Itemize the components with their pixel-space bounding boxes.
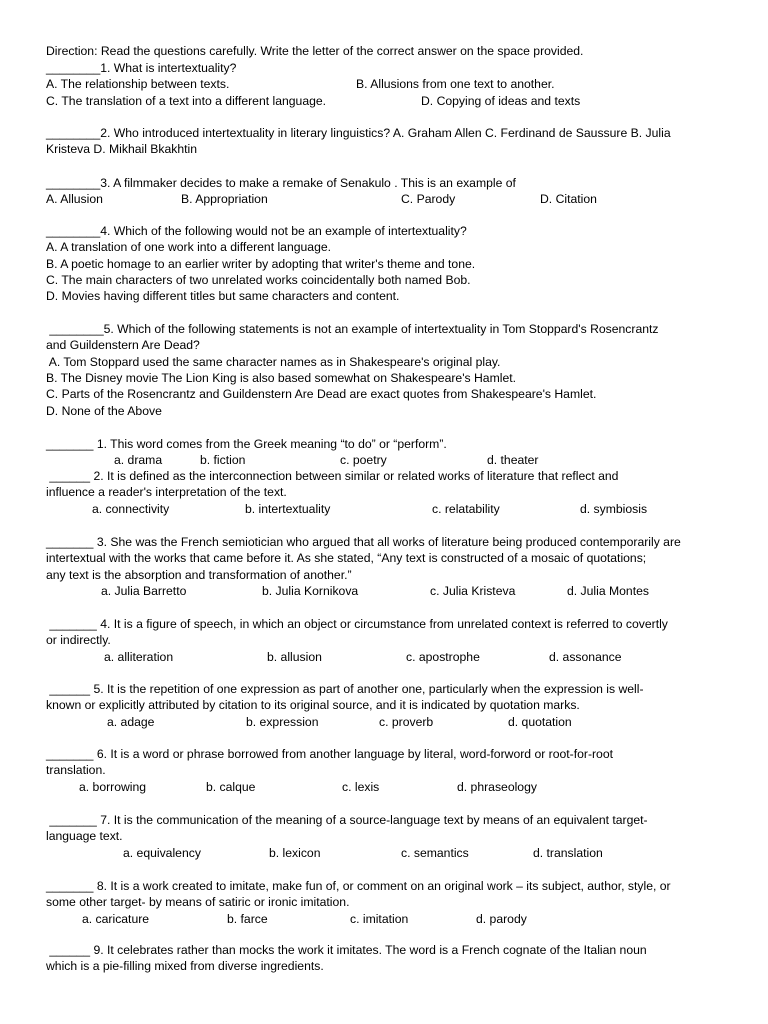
- answer-choice: d. theater: [487, 453, 539, 468]
- answer-choice: a. caricature: [82, 911, 150, 926]
- answer-choice: d. Julia Montes: [567, 583, 649, 598]
- answer-choice: c. poetry: [340, 453, 387, 468]
- answer-choice: b. intertextuality: [245, 501, 331, 516]
- question-line: B. A poetic homage to an earlier writer by adopting that writer's theme and tone.: [46, 256, 476, 271]
- answer-choice: b. Julia Kornikova: [262, 583, 359, 598]
- question-line: D. Movies having different titles but same characters and content.: [46, 289, 400, 304]
- question-line: and Guildenstern Are Dead?: [46, 338, 200, 353]
- answer-choice: c. Julia Kristeva: [430, 583, 516, 598]
- answer-choice: D. Copying of ideas and texts: [421, 93, 581, 108]
- answer-choice: c. lexis: [342, 779, 380, 794]
- question-line: ________4. Which of the following would not be an example of intertextuality?: [46, 224, 467, 238]
- answer-choice: a. adage: [107, 714, 155, 729]
- answer-choice: d. assonance: [549, 649, 622, 664]
- question-line: A. Tom Stoppard used the same character names as in Shakespeare's original play.: [46, 354, 501, 369]
- answer-choice: a. Julia Barretto: [101, 583, 187, 598]
- question-line: D. None of the Above: [46, 403, 162, 418]
- question-line: known or explicitly attributed by citation to its original source, and it is indicated by quotation marks.: [46, 698, 580, 713]
- question-line: B. The Disney movie The Lion King is also based somewhat on Shakespeare's Hamlet.: [46, 370, 516, 385]
- question-line: Kristeva D. Mikhail Bkakhtin: [46, 142, 198, 157]
- answer-choice: D. Citation: [540, 192, 597, 207]
- answer-choice: C. Parody: [401, 192, 456, 207]
- question-line: influence a reader's interpretation of the text.: [46, 485, 287, 500]
- question-line: _______ 3. She was the French semiotician who argued that all works of literature being produced contemporarily are: [46, 535, 681, 549]
- answer-choice: d. phraseology: [457, 779, 537, 794]
- answer-choice: c. apostrophe: [406, 649, 480, 664]
- answer-choice: a. connectivity: [92, 501, 170, 516]
- question-line: some other target- by means of satiric or ironic imitation.: [46, 895, 350, 910]
- question-line: _______ 4. It is a figure of speech, in which an object or circumstance from unrelated context is referred to covertly: [46, 617, 668, 631]
- question-line: ________2. Who introduced intertextuality in literary linguistics? A. Graham Allen C. Ferdinand de Saussure B. Julia: [46, 126, 671, 140]
- answer-choice: b. farce: [227, 911, 268, 926]
- answer-choice: c. relatability: [432, 501, 500, 516]
- question-line: _______ 1. This word comes from the Greek meaning “to do” or “perform”.: [46, 437, 447, 451]
- answer-choice: d. parody: [476, 911, 527, 926]
- question-line: translation.: [46, 763, 106, 778]
- answer-choice: A. Allusion: [46, 192, 103, 207]
- question-line: ______ 9. It celebrates rather than mocks the work it imitates. The word is a French cognate of the Italian noun: [46, 943, 647, 957]
- question-line: or indirectly.: [46, 633, 111, 648]
- question-line: _______ 7. It is the communication of the meaning of a source-language text by means of an equivalent target-: [46, 813, 648, 827]
- answer-choice: d. quotation: [508, 714, 572, 729]
- question-line: A. A translation of one work into a different language.: [46, 240, 332, 255]
- answer-choice: B. Allusions from one text to another.: [356, 77, 555, 92]
- question-line: _______ 6. It is a word or phrase borrowed from another language by literal, word-forword or root-for-root: [46, 747, 614, 761]
- answer-choice: a. drama: [114, 453, 163, 468]
- direction-text: Direction: Read the questions carefully. Write the letter of the correct answer on the space provided.: [46, 44, 584, 58]
- question-line: ______ 2. It is defined as the interconnection between similar or related works of literature that reflect and: [46, 469, 619, 483]
- question-line: language text.: [46, 829, 123, 844]
- answer-choice: b. expression: [246, 714, 319, 729]
- answer-choice: a. alliteration: [104, 649, 174, 664]
- answer-choice: C. The translation of a text into a different language.: [46, 93, 327, 108]
- answer-choice: b. lexicon: [269, 845, 321, 860]
- question-line: ________1. What is intertextuality?: [46, 61, 237, 75]
- answer-choice: d. symbiosis: [580, 501, 648, 516]
- answer-choice: b. fiction: [200, 453, 246, 468]
- answer-choice: B. Appropriation: [181, 192, 268, 207]
- question-line: _______ 8. It is a work created to imitate, make fun of, or comment on an original work – its subject, author, style, or: [46, 879, 671, 893]
- answer-choice: a. equivalency: [123, 845, 201, 860]
- question-line: C. The main characters of two unrelated works coincidentally both named Bob.: [46, 272, 471, 287]
- answer-choice: d. translation: [533, 845, 603, 860]
- answer-choice: b. calque: [206, 779, 256, 794]
- answer-choice: a. borrowing: [79, 779, 147, 794]
- answer-choice: c. imitation: [350, 911, 409, 926]
- question-line: C. Parts of the Rosencrantz and Guildenstern Are Dead are exact quotes from Shakespeare's Hamlet.: [46, 387, 597, 402]
- answer-choice: c. semantics: [401, 845, 469, 860]
- question-line: ________5. Which of the following statements is not an example of intertextuality in Tom Stoppard's Rosencrantz: [46, 322, 659, 336]
- answer-choice: c. proverb: [379, 714, 434, 729]
- question-line: any text is the absorption and transformation of another.”: [46, 567, 352, 582]
- question-line: ________3. A filmmaker decides to make a remake of Senakulo . This is an example of: [46, 176, 516, 190]
- answer-choice: b. allusion: [267, 649, 322, 664]
- question-line: ______ 5. It is the repetition of one expression as part of another one, particularly when the expression is well-: [46, 682, 644, 696]
- answer-choice: A. The relationship between texts.: [46, 77, 230, 92]
- question-line: which is a pie-filling mixed from diverse ingredients.: [46, 959, 324, 974]
- question-line: intertextual with the works that came before it. As she stated, “Any text is constructed of a mosaic of quotations;: [46, 551, 647, 566]
